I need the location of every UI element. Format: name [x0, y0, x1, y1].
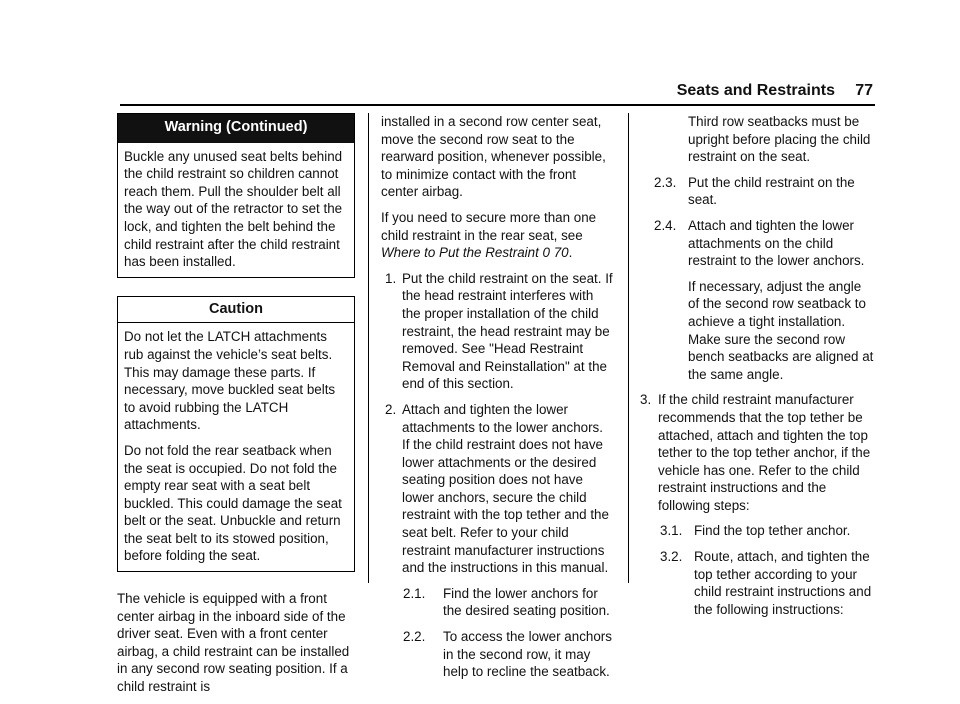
column-2 [381, 113, 613, 689]
list-item: 2.2. To access the lower anchors in the second row, it may help to recline the seatback. [403, 629, 612, 680]
column-divider [628, 113, 629, 583]
list-item: 1. Put the child restraint on the seat. If the head restraint interferes with the proper installation of the child restraint, the head restraint may be removed. See "Head Restraint Removal and Reinstallation" at the end of this section. [385, 270, 613, 392]
page-ref-icon: 0 [542, 245, 550, 261]
list-item: 2. Attach and tighten the lower attachments to the lower anchors. If the child restraint does not have lower attachments or the desired seating position does not have lower anchors, secure the child restraint with the top tether and the seat belt. Refer to your child restraint manufacturer instructions and the instructions in this manual. [385, 401, 609, 576]
list-item: 2.1. Find the lower anchors for the desired seating position. [403, 585, 610, 619]
section-title: Seats and Restraints [676, 82, 835, 99]
body-paragraph: The vehicle is equipped with a front center airbag in the inboard side of the driver seat. Even with a front center airbag, a child restraint can be installed in any second row seating position. If a child restraint is [117, 591, 350, 695]
header-rule [120, 104, 875, 106]
body-paragraph: If necessary, adjust the angle of the second row seatback to achieve a tight installation. Make sure the second row bench seatbacks are aligned at the same angle. [688, 278, 874, 382]
page-header [120, 82, 875, 104]
warning-text: Buckle any unused seat belts behind the child restraint so children cannot reach them. Pull the shoulder belt all the way out of the retractor to set the lock, and tighten the belt behind the child restraint after the child restraint has been installed. [124, 148, 343, 270]
body-paragraph: If you need to secure more than one child restraint in the rear seat, see Where to Put the Restraint 0 70. [381, 209, 597, 261]
list-item: 2.4. Attach and tighten the lower attachments on the child restraint to the lower anchors. [654, 217, 865, 269]
warning-title: Warning (Continued) [118, 114, 354, 143]
body-paragraph: installed in a second row center seat, move the second row seat to the rearward position, whenever possible, to minimize contact with the front center airbag. [381, 114, 606, 200]
list-item: 3.2. Route, attach, and tighten the top tether according to your child restraint instructions and the following instructions: [660, 549, 872, 617]
caution-title: Caution [118, 297, 354, 324]
caution-box [117, 296, 355, 572]
column-divider [368, 113, 369, 583]
list-item: 3. If the child restraint manufacturer recommends that the top tether be attached, attach and tighten the top tether to the top tether anchor, if the vehicle has one. Refer to the child restraint instructions and the following steps: [640, 392, 871, 513]
cross-reference-link[interactable]: Where to Put the Restraint [381, 245, 539, 261]
page-number: 77 [855, 82, 873, 99]
list-item: 3.1. Find the top tether anchor. [660, 523, 851, 539]
caution-paragraph: Do not let the LATCH attachments rub against the vehicle’s seat belts. This may damage these parts. If necessary, move buckled seat belts to avoid rubbing the LATCH attachments. [124, 329, 336, 433]
column-3 [640, 113, 875, 626]
list-item: 2.3. Put the child restraint on the seat. [654, 174, 855, 208]
warning-body [118, 143, 354, 277]
caution-body [118, 323, 354, 571]
body-paragraph: Third row seatbacks must be upright before placing the child restraint on the seat. [688, 114, 871, 165]
page-ref-number[interactable]: 70 [553, 245, 569, 261]
column-1 [117, 113, 355, 704]
caution-paragraph: Do not fold the rear seatback when the seat is occupied. Do not fold the empty rear seat with a seat belt buckled. This could damage the seat belt or the seat. Unbuckle and return the seat belt to its stowed position, before folding the seat. [124, 442, 342, 564]
warning-box [117, 113, 355, 278]
